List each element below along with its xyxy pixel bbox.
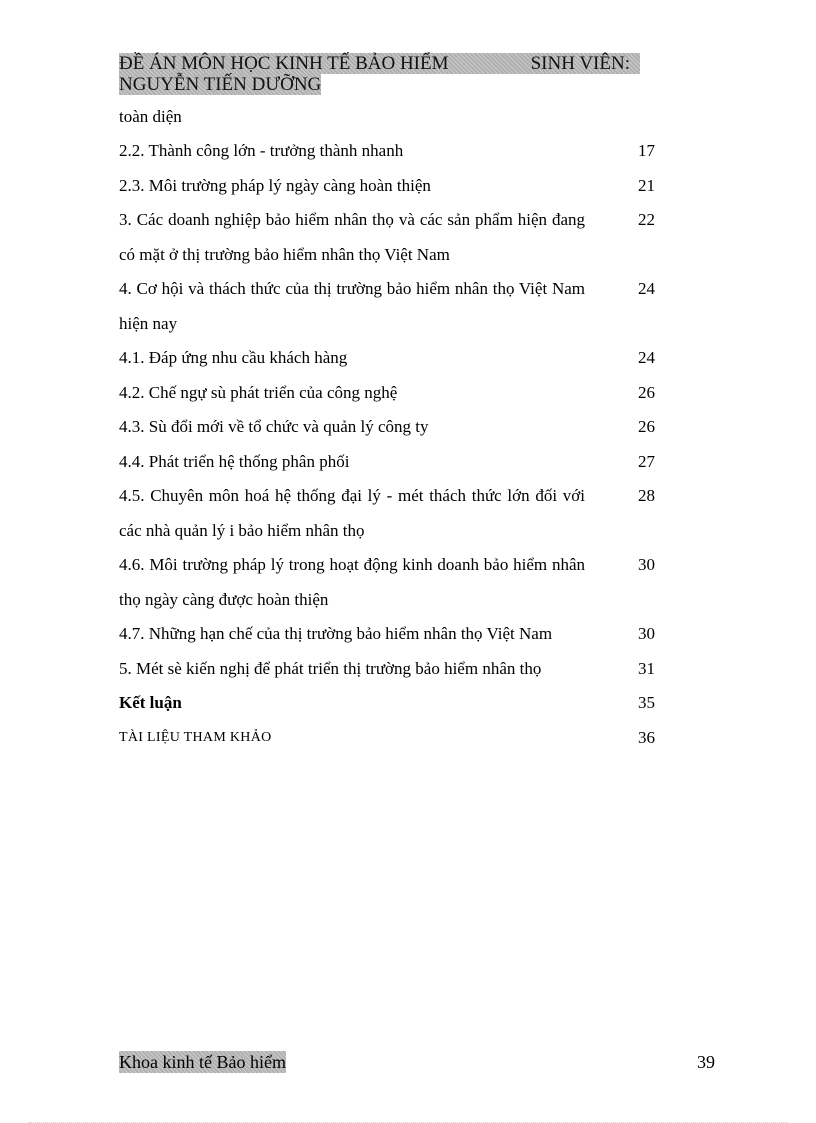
toc-entry: [119, 134, 659, 169]
toc-entry-page: 30: [638, 555, 655, 574]
footer-faculty: Khoa kinh tế Bảo hiểm: [119, 1052, 286, 1072]
toc-entry: [119, 376, 659, 411]
toc-entry-text: Kết luận: [119, 693, 182, 712]
toc-entry-text: 4.7. Những hạn chế của thị trường bảo hiểm nhân thọ Việt Nam: [119, 624, 553, 643]
toc-entry: [119, 548, 659, 617]
toc-entry-references: [119, 721, 659, 756]
toc-entry-page: 26: [638, 382, 655, 402]
toc-entry-text: 4.4. Phát triển hệ thống phân phối: [119, 451, 350, 471]
toc-entry-page: 35: [638, 693, 655, 712]
running-footer: [119, 1051, 715, 1073]
page-number: 39: [697, 1052, 715, 1072]
running-header: [119, 53, 640, 95]
toc-entry-text: 2.2. Thành công lớn - trưởng thành nhanh: [119, 141, 404, 160]
toc-entry-text: 4.2. Chế ngự sù phát triển của công nghệ: [119, 382, 398, 402]
header-line-1: [119, 53, 640, 74]
toc-entry-page: 30: [638, 624, 655, 643]
toc-entry-page: 24: [638, 348, 655, 367]
toc-entry-page: 36: [638, 727, 655, 747]
toc-entry-page: 31: [638, 658, 655, 678]
toc-entry: [119, 445, 659, 480]
header-student-label: SINH VIÊN:: [530, 53, 630, 74]
toc-continued-line: toàn diện: [119, 107, 182, 126]
header-title: ĐỀ ÁN MÔN HỌC KINH TẾ BẢO HIỂM: [119, 53, 449, 74]
header-student-name: NGUYỄN TIẾN DƯỠNG: [119, 74, 322, 95]
toc-entry: [119, 652, 659, 687]
toc-entry: [119, 341, 659, 376]
toc-entry-page: 17: [638, 141, 655, 160]
toc-entry-text: 4.3. Sù đổi mới về tổ chức và quản lý công ty: [119, 417, 429, 436]
toc-entry-page: 28: [638, 486, 655, 505]
toc-entry: [119, 169, 659, 204]
toc-entry-text: 5. Mét sè kiến nghị để phát triển thị trường bảo hiểm nhân thọ: [119, 658, 542, 678]
toc-entry: [119, 272, 659, 341]
toc-entry-page: 21: [638, 175, 655, 195]
toc-entry-text: TÀI LIỆU THAM KHẢO: [119, 729, 272, 745]
toc-entry-page: 27: [638, 451, 655, 471]
toc-entry: [119, 203, 659, 272]
toc-entry: [119, 617, 659, 652]
toc-entry-text: 4. Cơ hội và thách thức của thị trường bảo hiểm nhân thọ Việt Nam hiện nay: [119, 279, 585, 333]
toc-entry-page: 22: [638, 210, 655, 229]
toc-entry-text: 3. Các doanh nghiệp bảo hiểm nhân thọ và các sản phẩm hiện đang có mặt ở thị trường bảo hiểm nhân thọ Việt Nam: [119, 210, 585, 264]
toc-entry-conclusion: [119, 686, 659, 721]
toc-entry-text: 4.1. Đáp ứng nhu cầu khách hàng: [119, 348, 348, 367]
toc-entry-text: 2.3. Môi trường pháp lý ngày càng hoàn thiện: [119, 175, 431, 195]
table-of-contents: [119, 100, 659, 755]
toc-entry: [119, 410, 659, 445]
toc-entry-text: 4.5. Chuyên môn hoá hệ thống đại lý - mét thách thức lớn đối với các nhà quản lý i bảo hiểm nhân thọ: [119, 486, 585, 540]
toc-entry-page: 26: [638, 417, 655, 436]
toc-entry: [119, 479, 659, 548]
toc-entry-page: 24: [638, 279, 655, 298]
toc-entry-text: 4.6. Môi trường pháp lý trong hoạt động kinh doanh bảo hiểm nhân thọ ngày càng được hoàn thiện: [119, 555, 585, 609]
